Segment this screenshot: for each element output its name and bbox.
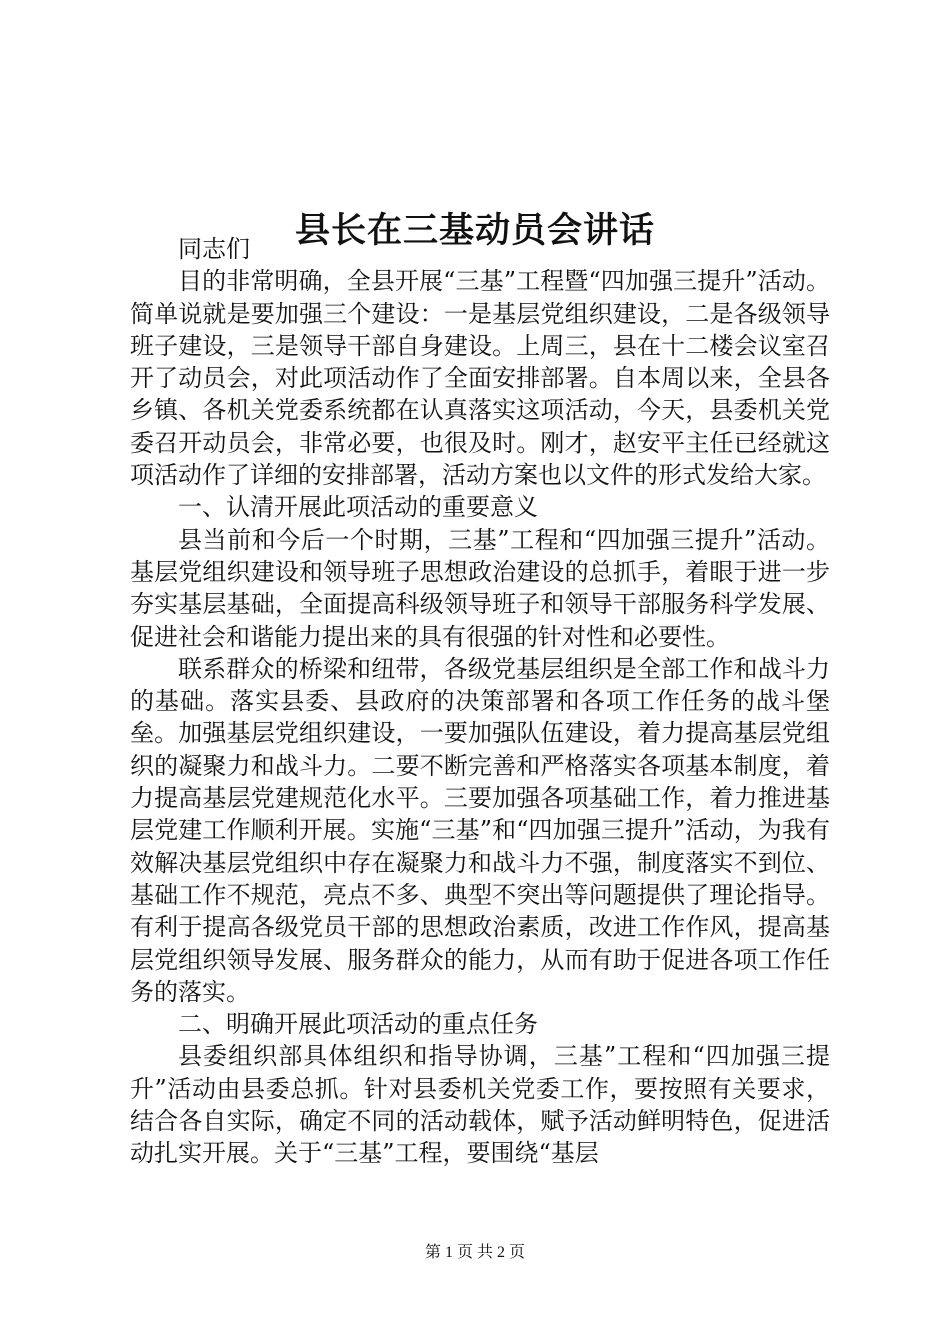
document-body bbox=[130, 233, 830, 1170]
paragraph-significance: 县当前和今后一个时期，三基”工程和“四加强三提升”活动。基层党组织建设和领导班子思想政治建设的总抓手，着眼于进一步夯实基层基础，全面提高科级领导班子和领导干部服务科学发展、促进社会和谐能力提出来的具有很强的针对性和必要性。 bbox=[130, 525, 830, 651]
salutation: 同志们 bbox=[178, 235, 250, 263]
section-heading-2: 二、明确开展此项活动的重点任务 bbox=[178, 1010, 538, 1039]
document-title: 县长在三基动员会讲话 bbox=[294, 210, 655, 252]
paragraph-organization: 联系群众的桥梁和纽带，各级党基层组织是全部工作和战斗力的基础。落实县委、县政府的决策部署和各项工作任务的战斗堡垒。加强基层党组织建设，一要加强队伍建设，着力提高基层党组织的凝聚力和战斗力。二要不断完善和严格落实各项基本制度，着力提高基层党建规范化水平。三要加强各项基础工作，着力推进基层党建工作顺利开展。实施“三基”和“四加强三提升”活动，为我有效解决基层党组织中存在凝聚力和战斗力不强，制度落实不到位、基础工作不规范，亮点不多、典型不突出等问题提供了理论指导。有利于提高各级党员干部的思想政治素质，改进工作作风，提高基层党组织领导发展、服务群众的能力，从而有助于促进各项工作任务的落实。 bbox=[130, 654, 830, 1006]
section-heading-1: 一、认清开展此项活动的重要意义 bbox=[178, 493, 538, 522]
page-footer: 第 1 页 共 2 页 bbox=[424, 1244, 525, 1261]
paragraph-intro: 目的非常明确，全县开展“三基”工程暨“四加强三提升”活动。简单说就是要加强三个建设：一是基层党组织建设，二是各级领导班子建设，三是领导干部自身建设。上周三，县在十二楼会议室召开了动员会，对此项活动作了全面安排部署。自本周以来，全县各乡镇、各机关党委系统都在认真落实这项活动，今天，县委机关党委召开动员会，非常必要，也很及时。刚才，赵安平主任已经就这项活动作了详细的安排部署，活动方案也以文件的形式发给大家。 bbox=[130, 267, 830, 490]
paragraph-tasks: 县委组织部具体组织和指导协调，三基”工程和“四加强三提升”活动由县委总抓。针对县委机关党委工作，要按照有关要求，结合各自实际，确定不同的活动载体，赋予活动鲜明特色，促进活动扎实开展。关于“三基”工程，要围绕“基层 bbox=[130, 1042, 830, 1168]
